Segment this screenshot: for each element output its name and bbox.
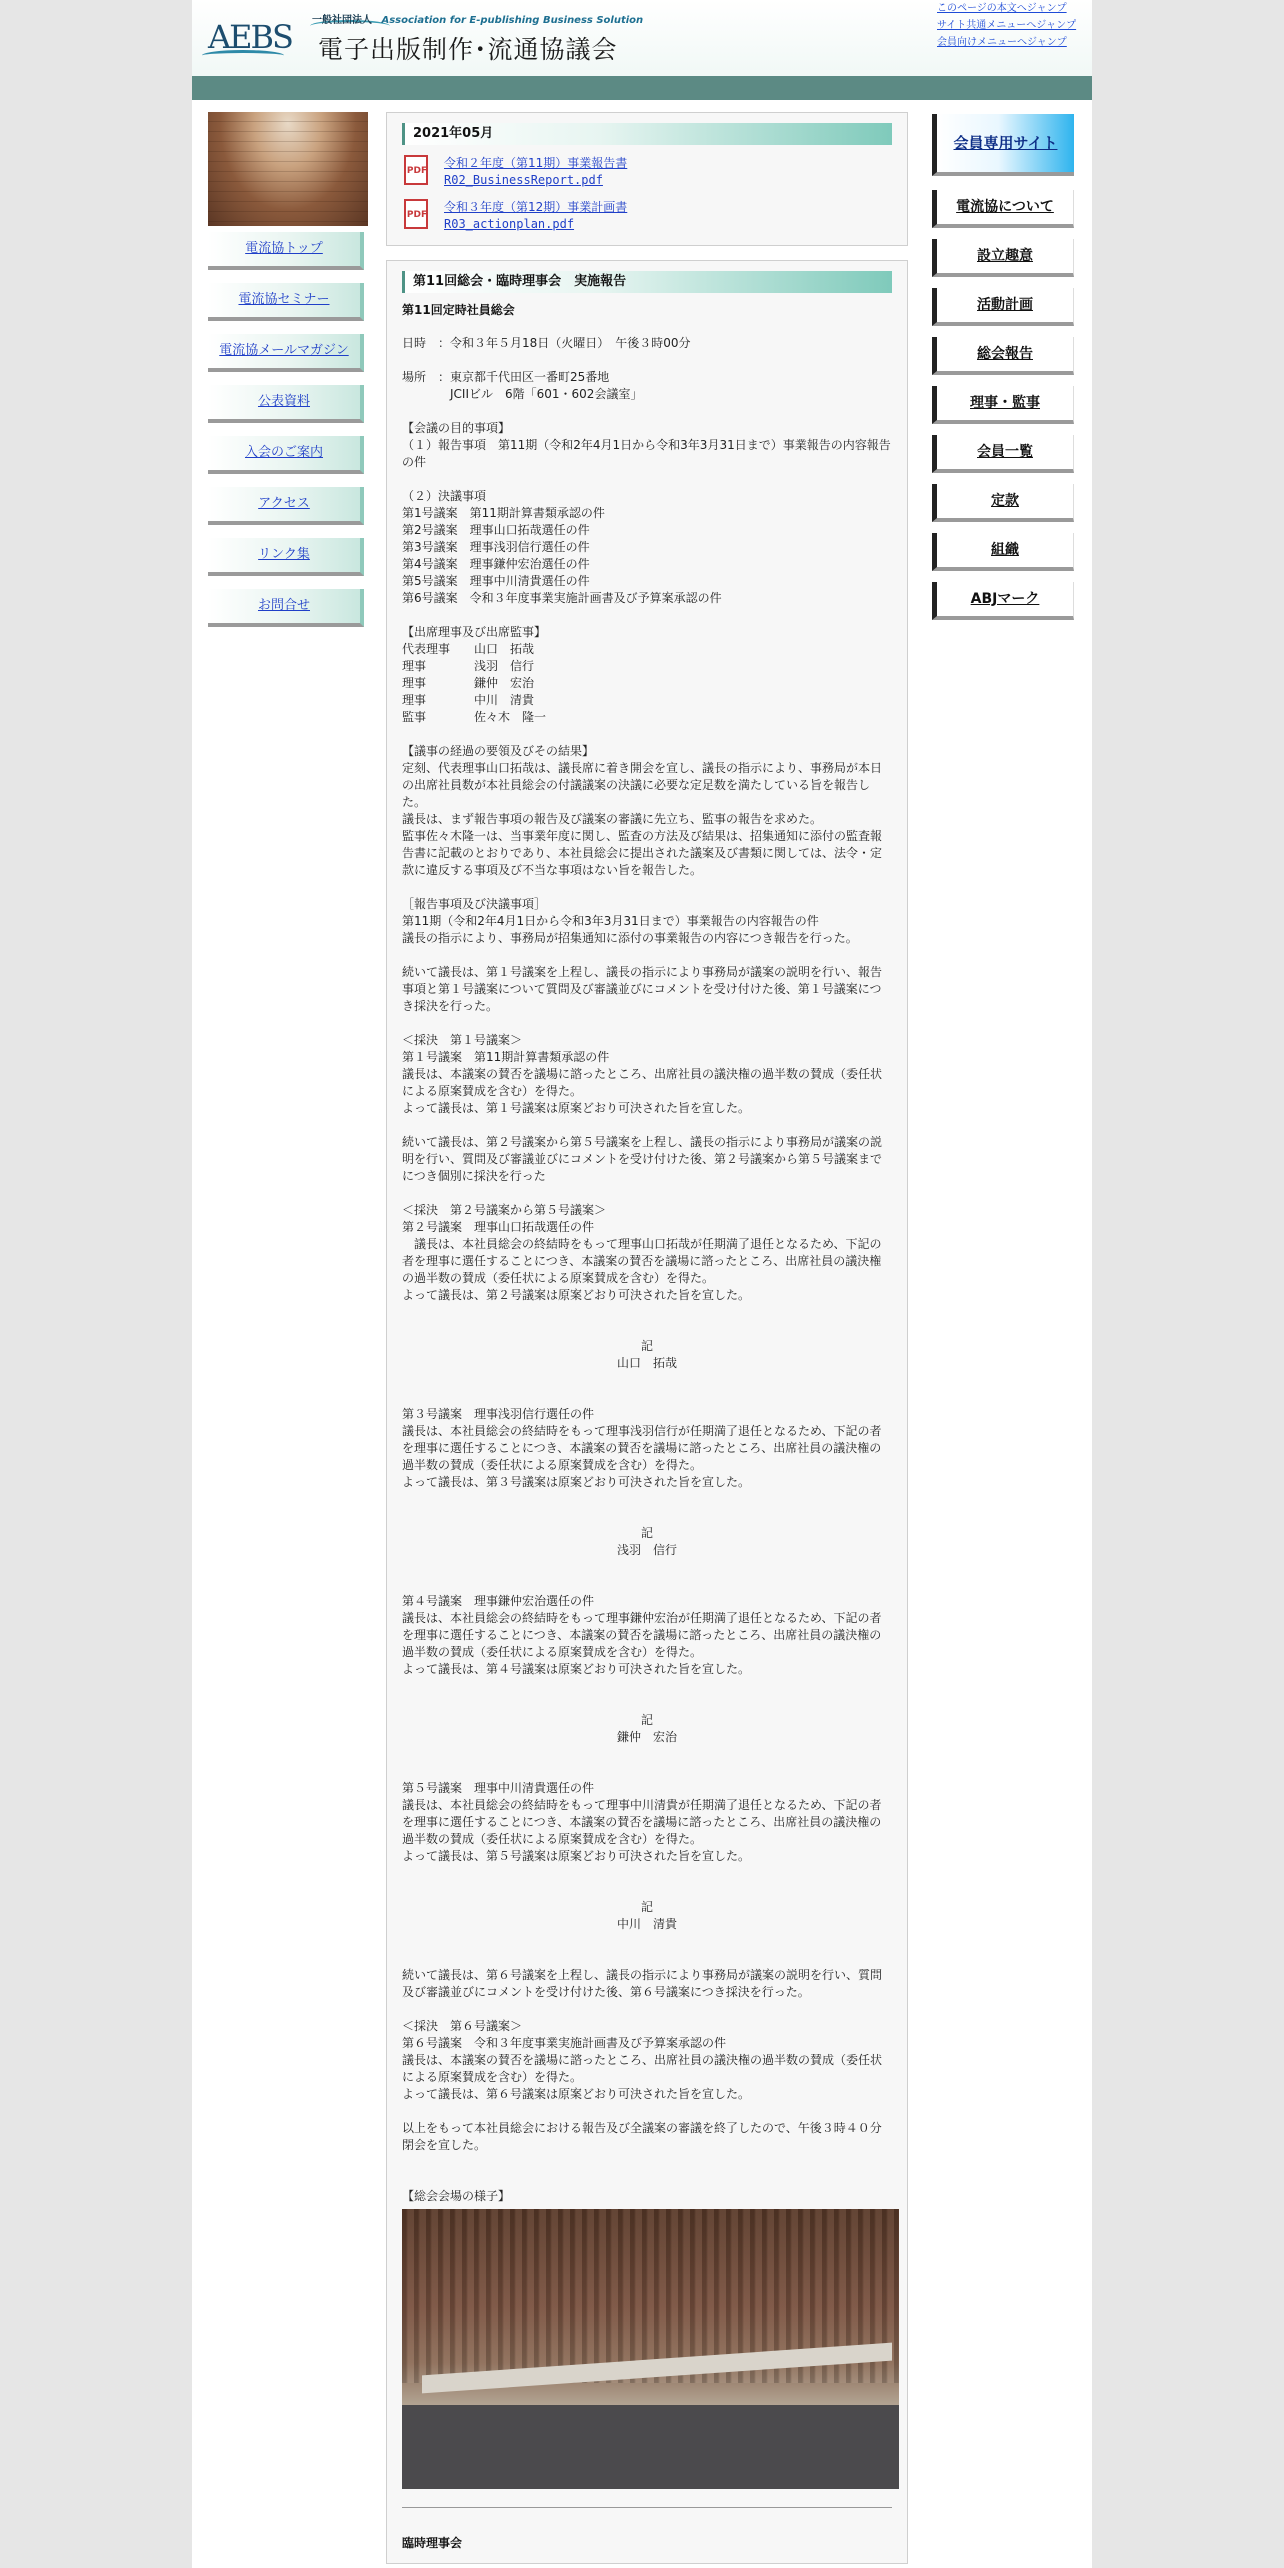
meeting-agenda: 【会議の目的事項】 （１）報告事項 第11期（令和2年4月1日から令和3年3月31日まで）事業報告の内容報告の件 — [402, 421, 891, 469]
nav-articles[interactable]: 定款 — [932, 484, 1074, 522]
nav-abj-mark[interactable]: ABJマーク — [932, 582, 1074, 620]
meeting-proceedings: 【議事の経過の要領及びその結果】 定刻、代表理事山口拓哉は、議長席に着き開会を宣し、議長の指示により、事務局が本日の出席社員数が本社員総会の付議議案の決議に必要な定足数を満たしている旨を報告した。 議長は、まず報告事項の報告及び議案の審議に先立ち、監事の報告を求めた。 監事佐々木隆一は、当事業年度に関し、監査の方法及び結果は、招集通知に添付の監査報告書に記載のとおりであり、本社員総会に提出された議案及び書類に関しては、法令・定款に違反する事項及び不当な事項はない旨を報告した。 — [402, 744, 883, 877]
ki-label: 記 — [640, 1713, 653, 1727]
org-name: 電子出版制作･流通協議会 — [318, 35, 618, 64]
pdf-item — [402, 155, 892, 189]
nav-member-list[interactable]: 会員一覧 — [932, 435, 1074, 473]
left-sidebar — [208, 112, 368, 627]
pdf-icon: PDF — [402, 199, 432, 231]
reports-box — [386, 112, 908, 246]
page — [192, 0, 1092, 2568]
item6-intro: 続いて議長は、第６号議案を上程し、議長の指示により事務局が議案の説明を行い、質問及び審議並びにコメントを受け付けた後、第６号議案につき採決を行った。 — [402, 1968, 883, 1999]
nav-seminar[interactable]: 電流協セミナー — [208, 283, 364, 321]
meeting-report-items: ［報告事項及び決議事項］ 第11期（令和2年4月1日から令和3年3月31日まで）事業報告の内容報告の件 議長の指示により、事務局が招集通知に添付の事業報告の内容につき報告を行った。 — [402, 897, 858, 945]
item3: 第３号議案 理事浅羽信行選任の件 議長は、本社員総会の終結時をもって理事浅羽信行が任期満了退任となるため、下記の者を理事に選任することにつき、本議案の賛否を議場に諮ったところ、出席社員の議決権の過半数の賛成（委任状による原案賛成を含む）を得た。 よって議長は、第３号議案は原案どおり可決された旨を宣した。 — [402, 1407, 882, 1489]
skip-to-common-menu-link[interactable]: サイト共通メニューへジャンプ — [937, 20, 1077, 31]
item2-vote: ＜採決 第２号議案から第５号議案＞ 第２号議案 理事山口拓哉選任の件 議長は、本社員総会の終結時をもって理事山口拓哉が任期満了退任となるため、下記の者を理事に選任することにつき、本議案の賛否を議場に諮ったところ、出席社員の議決権の過半数の賛成（委任状による原案賛成を含む）を得た。 よって議長は、第２号議案は原案どおり可決された旨を宣した。 — [402, 1203, 882, 1302]
item2-intro: 続いて議長は、第２号議案から第５号議案を上程し、議長の指示により事務局が議案の説明を行い、質問及び審議並びにコメントを受け付けた後、第２号議案から第５号議案までにつき個別に採決を行った — [402, 1135, 883, 1183]
board-heading: 臨時理事会 — [402, 2536, 463, 2550]
pdf-file-link[interactable]: R03_actionplan.pdf — [444, 217, 575, 231]
nav-contact[interactable]: お問合せ — [208, 589, 364, 627]
photo-caption: 【総会会場の様子】 — [402, 2189, 511, 2203]
meeting-attendees: 【出席理事及び出席監事】 代表理事 山口 拓哉 理事 浅羽 信行 理事 鎌仲 宏治 理事 中川 清貴 監事 佐々木 隆一 — [402, 625, 547, 724]
logo-swoosh — [202, 50, 284, 61]
sidebar-photo — [208, 112, 368, 226]
meeting-place: 場所 ：東京都千代田区一番町25番地 JCIIビル 6階「601・602会議室」 — [402, 370, 643, 401]
nav-founding-purpose[interactable]: 設立趣意 — [932, 239, 1074, 277]
pdf-title-link[interactable]: 令和３年度（第12期）事業計画書 — [444, 200, 628, 214]
nav-activity-plan[interactable]: 活動計画 — [932, 288, 1074, 326]
nav-membership-info[interactable]: 入会のご案内 — [208, 436, 364, 474]
site-header — [192, 0, 1092, 76]
elected-name: 山口 拓哉 — [616, 1356, 677, 1370]
meeting-heading: 第11回総会・臨時理事会 実施報告 — [402, 271, 892, 293]
elected-name: 中川 清貴 — [616, 1917, 677, 1931]
nav-links[interactable]: リンク集 — [208, 538, 364, 576]
ki-label: 記 — [640, 1526, 653, 1540]
meeting-date: 日時 ：令和３年５月18日（火曜日） 午後３時00分 — [402, 336, 691, 350]
nav-mail-magazine[interactable]: 電流協メールマガジン — [208, 334, 364, 372]
org-english-name: Association for E-publishing Business Solution — [381, 15, 644, 26]
reports-heading: 2021年05月 — [402, 123, 892, 145]
item6-vote: ＜採決 第６号議案＞ 第６号議案 令和３年度事業実施計画書及び予算案承認の件 議長は、本議案の賛否を議場に諮ったところ、出席社員の議決権の過半数の賛成（委任状による原案賛成を含む）を得た。 よって議長は、第６号議案は原案どおり可決された旨を宣した。 — [402, 2019, 883, 2101]
right-sidebar — [932, 114, 1082, 620]
meeting-subheading: 第11回定時社員総会 — [402, 303, 515, 317]
nav-top[interactable]: 電流協トップ — [208, 232, 364, 270]
pdf-item — [402, 199, 892, 233]
skip-links — [937, 0, 1076, 51]
nav-about[interactable]: 電流協について — [932, 190, 1074, 228]
nav-directors[interactable]: 理事・監事 — [932, 386, 1074, 424]
skip-to-member-menu-link[interactable]: 会員向けメニューへジャンプ — [937, 37, 1067, 48]
member-site-button[interactable]: 会員専用サイト — [932, 114, 1074, 176]
elected-name: 浅羽 信行 — [616, 1543, 677, 1557]
meeting-venue-photo — [402, 2209, 899, 2489]
section-divider — [402, 2507, 892, 2508]
meeting-resolutions: （２）決議事項 第1号議案 第11期計算書類承認の件 第2号議案 理事山口拓哉選任の件 第3号議案 理事浅羽信行選任の件 第4号議案 理事鎌仲宏治選任の件 第5号議案 理事中川清貴選任の件 第6号議案 令和３年度事業実施計画書及び予算案承認の件 — [402, 489, 722, 605]
nav-organization[interactable]: 組織 — [932, 533, 1074, 571]
header-band — [192, 76, 1092, 100]
meeting-report-box — [386, 260, 908, 2564]
item5: 第５号議案 理事中川清貴選任の件 議長は、本社員総会の終結時をもって理事中川清貴が任期満了退任となるため、下記の者を理事に選任することにつき、本議案の賛否を議場に諮ったところ、出席社員の議決権の過半数の賛成（委任状による原案賛成を含む）を得た。 よって議長は、第５号議案は原案どおり可決された旨を宣した。 — [402, 1781, 882, 1863]
ki-label: 記 — [640, 1339, 653, 1353]
pdf-file-link[interactable]: R02_BusinessReport.pdf — [444, 173, 603, 187]
elected-name: 鎌仲 宏治 — [616, 1730, 677, 1744]
pdf-icon: PDF — [402, 155, 432, 187]
nav-general-meeting-report[interactable]: 総会報告 — [932, 337, 1074, 375]
nav-access[interactable]: アクセス — [208, 487, 364, 525]
pdf-title-link[interactable]: 令和２年度（第11期）事業報告書 — [444, 156, 628, 170]
nav-public-documents[interactable]: 公表資料 — [208, 385, 364, 423]
item1-intro: 続いて議長は、第１号議案を上程し、議長の指示により事務局が議案の説明を行い、報告事項と第１号議案について質問及び審議並びにコメントを受け付けた後、第１号議案につき採決を行った。 — [402, 965, 883, 1013]
org-subtitle — [312, 11, 643, 26]
main-content — [386, 112, 908, 2564]
meeting-closing: 以上をもって本社員総会における報告及び全議案の審議を終了したので、午後３時４０分閉会を宣した。 — [402, 2121, 882, 2152]
item1-vote: ＜採決 第１号議案＞ 第１号議案 第11期計算書類承認の件 議長は、本議案の賛否を議場に諮ったところ、出席社員の議決権の過半数の賛成（委任状による原案賛成を含む）を得た。 よって議長は、第１号議案は原案どおり可決された旨を宣した。 — [402, 1033, 883, 1115]
org-type: 一般社団法人 — [312, 15, 372, 26]
skip-to-content-link[interactable]: このページの本文へジャンプ — [937, 3, 1067, 14]
aebs-logo[interactable] — [202, 12, 292, 64]
ki-label: 記 — [640, 1900, 653, 1914]
item4: 第４号議案 理事鎌仲宏治選任の件 議長は、本社員総会の終結時をもって理事鎌仲宏治が任期満了退任となるため、下記の者を理事に選任することにつき、本議案の賛否を議場に諮ったところ、出席社員の議決権の過半数の賛成（委任状による原案賛成を含む）を得た。 よって議長は、第４号議案は原案どおり可決された旨を宣した。 — [402, 1594, 882, 1676]
logo-letters: AEBS — [208, 18, 292, 56]
